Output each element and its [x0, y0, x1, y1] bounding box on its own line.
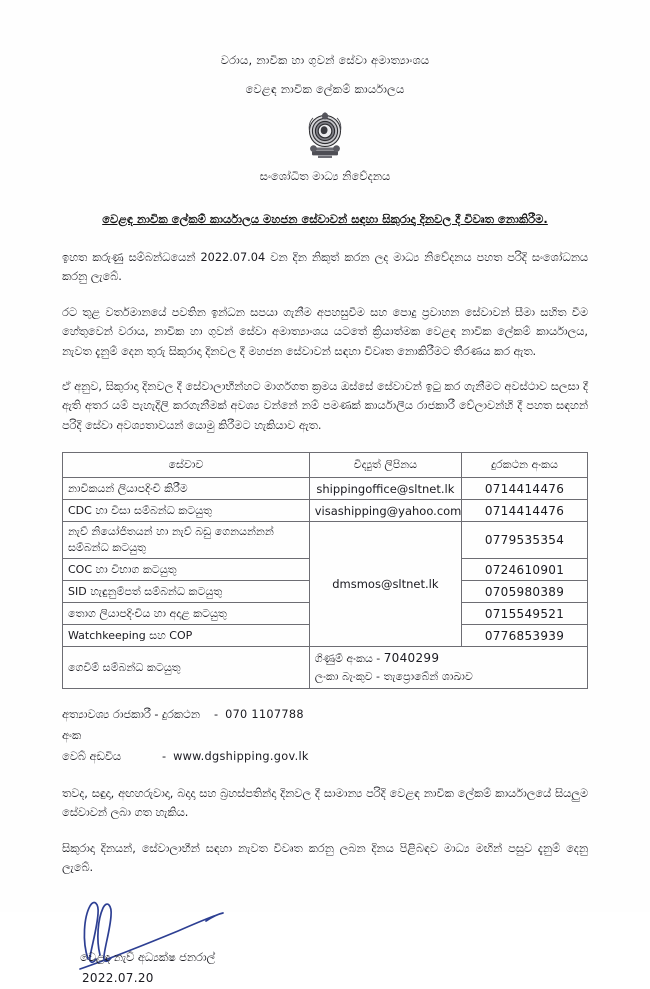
website-dash: -: [162, 749, 167, 763]
payment-row: [63, 647, 588, 689]
emergency-sublabel-text: - දුරකථන අංක: [62, 708, 200, 742]
service-name: COC හා විභාග කටයුතු: [63, 559, 310, 581]
service-name: SID හැඳුනුම්පත් සම්බන්ධ කටයුතු: [63, 581, 310, 603]
service-email-shared[interactable]: dmsmos@sltnet.lk: [309, 522, 461, 647]
office-name: වෙළඳ නාවික ලේකම් කාර්යාලය: [245, 82, 405, 97]
page-title: වෙළඳ නාවික ලේකම් කාර්යාලය මහජන සේවාවන් සඳහා සිකුරාදා දිනවල දී විවෘත නොකිරීම.: [102, 211, 548, 226]
emergency-dash: -: [214, 708, 219, 722]
signature-date: 2022.07.20: [82, 971, 154, 986]
service-name: තොග ලියාපදිංචිය හා අදාළ කටයුතු: [63, 603, 310, 625]
sri-lanka-national-emblem-icon: [299, 107, 351, 163]
service-name: නැව් නියෝජිතයන් හා නැව් බඩු ගෙනයන්නන් සම්බන්ධ කටයුතු: [63, 522, 310, 559]
signatory-designation: වෙළඳ නැව් අධ්‍යක්ෂ ජනරාල්: [80, 951, 216, 965]
emergency-contact-row: [62, 705, 588, 747]
service-phone: 0714414476: [462, 500, 588, 522]
service-phone: 0779535354: [462, 522, 588, 559]
column-header-service: සේවාව: [63, 453, 310, 478]
paragraph-1: ඉහත කරුණු සම්බන්ධයෙන් 2022.07.04 වන දින නිකුත් කරන ලද මාධ්‍ය නිවේදනය පහත පරිදි සංශෝධනය කරනු ලැබේ.: [62, 250, 588, 284]
account-label: ගිණුම් අංකය -: [314, 652, 381, 666]
table-row: [63, 500, 588, 522]
account-number: 7040299: [383, 651, 440, 666]
paragraph-4: තවද, සඳුදා, අඟහරුවාදා, බදාදා සහ බ්‍රහස්පතින්දා දිනවල දී සාමාන්‍ය පරිදි වෙළඳ නාවික ලේකම් කාර්යාලයේ සියලුම සේවාවන් ලබා ගත හැකිය.: [62, 786, 588, 820]
account-line: [315, 649, 582, 668]
service-name: Watchkeeping සහ COP: [63, 625, 310, 647]
payment-details: [309, 647, 587, 689]
paragraph-3: ඒ අනුව, සිකුරාදා දිනවල දී සේවාලාභීන්හට මාර්ගගත ක්‍රමය ඔස්සේ සේවාවන් ඉටු කර ගැනීමට අවස්ථාව සලසා දී ඇති අතර යම් පැහැදිලි කරගැනීමක් අවශ්‍ය වන්නේ නම් පමණක් කාර්යාලීය රාජකාරී වේලාවන්හි දී පහත සඳහන් පරිදි සේවා අවශ්‍යතාවයන් යොමු කිරීමට හැකියාව ඇත.: [62, 380, 588, 432]
service-phone: 0715549521: [462, 603, 588, 625]
emergency-phone-number: 070 1107788: [225, 708, 304, 722]
bank-branch-line: ලංකා බැංකුව - තැප්‍රොබේන් ශාඛාව: [314, 670, 473, 684]
website-label: වෙබ් අඩවිය: [62, 749, 122, 763]
service-email[interactable]: visashipping@yahoo.com: [309, 500, 461, 522]
service-email[interactable]: shippingoffice@sltnet.lk: [309, 478, 461, 500]
emblem-container: [62, 107, 588, 163]
website-url[interactable]: www.dgshipping.gov.lk: [173, 749, 309, 763]
payment-service-name: ගෙවීම් සම්බන්ධ කටයුතු: [63, 647, 310, 689]
signature-block: [62, 903, 588, 989]
document-subtitle: සංශෝධිත මාධ්‍ය නිවේදනය: [259, 168, 391, 183]
service-name: නාවිකයන් ලියාපදිංචි කිරීම: [63, 478, 310, 500]
service-phone: 0705980389: [462, 581, 588, 603]
services-contact-table: [62, 452, 588, 689]
website-row: [62, 747, 588, 768]
emergency-label: [62, 705, 214, 747]
service-name: CDC හා විසා සම්බන්ධ කටයුතු: [63, 500, 310, 522]
table-header-row: [63, 453, 588, 478]
service-phone: 0714414476: [462, 478, 588, 500]
service-phone: 0724610901: [462, 559, 588, 581]
ministry-name: වරාය, නාවික හා ගුවන් සේවා අමාත්‍යාංශය: [220, 53, 430, 67]
emergency-label-text: අත්‍යාවශ්‍ය රාජකාරී: [62, 708, 151, 722]
table-row: [63, 522, 588, 559]
paragraph-2: රට තුළ වර්තමානයේ පවතින ඉන්ධන සපයා ගැනීම අපහසුවීම සහ පොදු ප්‍රවාහන සේවාවන් සීමා සහිත වීම හේතුවෙන් වරාය, නාවික හා ගුවන් සේවා අමාත්‍යාංශය යටතේ ක්‍රියාත්මක වෙළඳ නාවික ලේකම් කාර්යාලය, නැවත දැනුම් දෙන තුරු සිකුරාදා දිනවල දී මහජන සේවාවන් සඳහා විවෘත නොකිරීමට තීරණය කර ඇත.: [62, 305, 588, 358]
table-row: [63, 478, 588, 500]
column-header-phone: දුරකථන අංකය: [462, 453, 588, 478]
contact-block: [62, 705, 588, 768]
service-phone: 0776853939: [462, 625, 588, 647]
paragraph-5: සිකුරාදා දිනයන්, සේවාලාභීන් සඳහා නැවත විවෘත කරනු ලබන දිනය පිළිබඳව මාධ්‍ය මඟින් පසුව දැනුම් දෙනු ලැබේ.: [62, 841, 588, 874]
column-header-email: විද්‍යුත් ලිපිනය: [309, 453, 461, 478]
